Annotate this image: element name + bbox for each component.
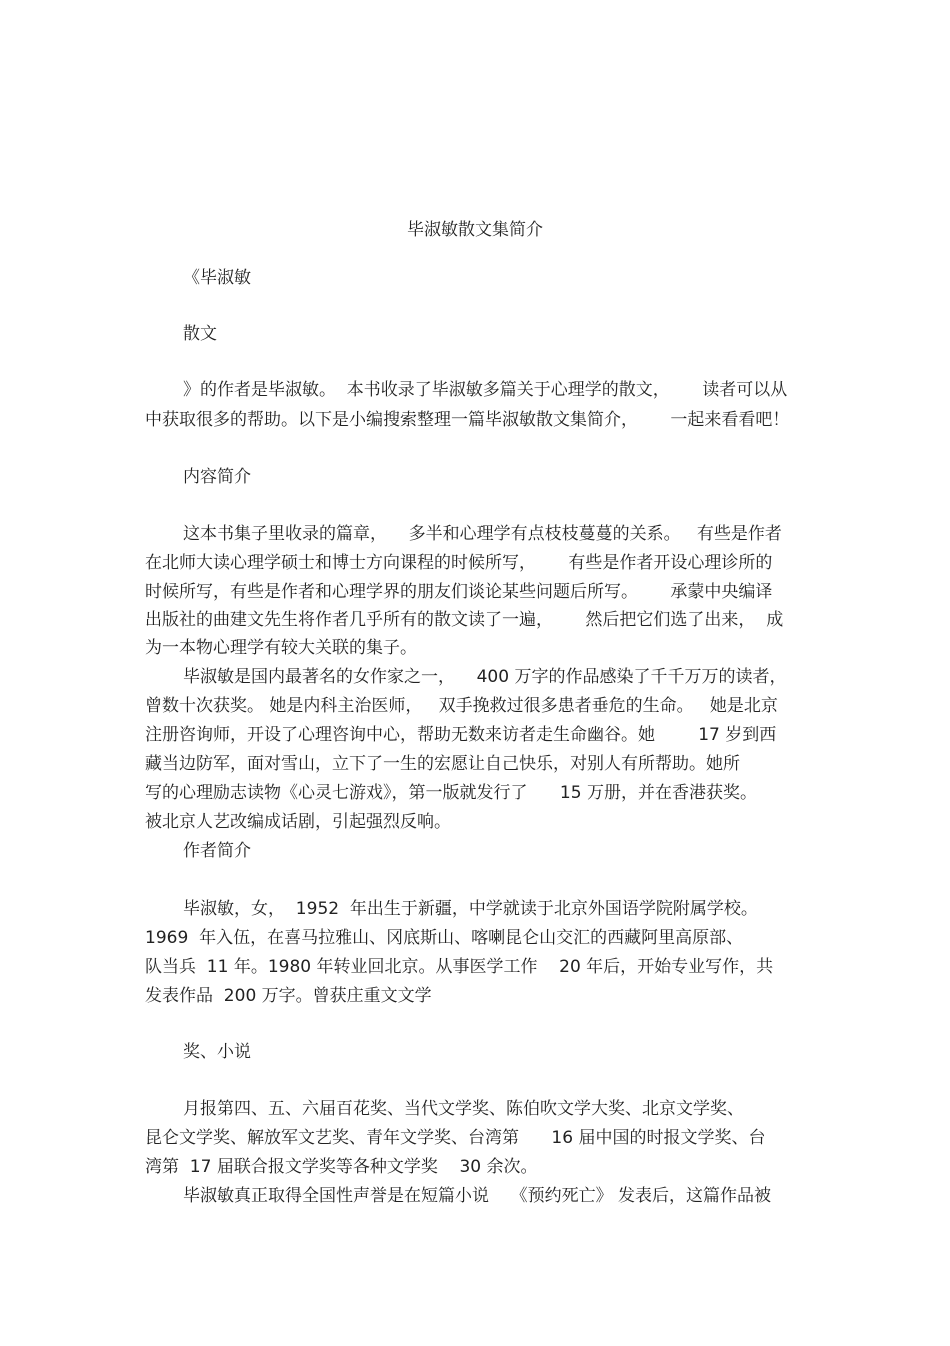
- text-line: 队当兵 11 年。1980 年转业回北京。从事医学工作 20 年后，开始专业写作，共: [145, 957, 774, 977]
- text-line: 被北京人艺改编成话剧，引起强烈反响。: [145, 812, 451, 832]
- text-line: 发表作品 200 万字。曾获庄重文文学: [145, 986, 432, 1006]
- text-line: 在北师大读心理学硕士和博士方向课程的时候所写， 有些是作者开设心理诊所的: [145, 553, 773, 573]
- text-line: 毕淑敏真正取得全国性声誉是在短篇小说 《预约死亡》 发表后，这篇作品被: [183, 1186, 772, 1206]
- text-line: 这本书集子里收录的篇章， 多半和心理学有点枝枝蔓蔓的关系。 有些是作者: [183, 524, 782, 544]
- text-line: 曾数十次获奖。 她是内科主治医师， 双手挽救过很多患者垂危的生命。 她是北京: [145, 696, 778, 716]
- section-heading: 内容简介: [183, 467, 251, 487]
- text-line: 昆仑文学奖、解放军文艺奖、青年文学奖、台湾第 16 届中国的时报文学奖、台: [145, 1128, 766, 1148]
- text-line: 时候所写，有些是作者和心理学界的朋友们谈论某些问题后所写。 承蒙中央编译: [145, 582, 773, 602]
- text-line: 中获取很多的帮助。以下是小编搜索整理一篇毕淑敏散文集简介， 一起来看看吧！: [145, 410, 790, 430]
- text-line: 毕淑敏是国内最著名的女作家之一， 400 万字的作品感染了千千万万的读者，: [183, 667, 787, 687]
- text-line: 散文: [183, 324, 217, 344]
- text-line: 湾第 17 届联合报文学奖等各种文学奖 30 余次。: [145, 1157, 538, 1177]
- text-line: 1969 年入伍，在喜马拉雅山、冈底斯山、喀喇昆仑山交汇的西藏阿里高原部、: [145, 928, 744, 948]
- text-line: 藏当边防军，面对雪山，立下了一生的宏愿让自己快乐，对别人有所帮助。她所: [145, 754, 740, 774]
- text-line: 写的心理励志读物《心灵七游戏》，第一版就发行了 15 万册，并在香港获奖。: [145, 783, 757, 803]
- text-line: 月报第四、五、六届百花奖、当代文学奖、陈伯吹文学大奖、北京文学奖、: [183, 1099, 744, 1119]
- text-line: 为一本物心理学有较大关联的集子。: [145, 638, 417, 658]
- section-heading: 作者简介: [183, 841, 251, 861]
- text-line: 奖、小说: [183, 1042, 251, 1062]
- text-line: 》的作者是毕淑敏。 本书收录了毕淑敏多篇关于心理学的散文， 读者可以从: [183, 380, 788, 400]
- text-line: 出版社的曲建文先生将作者几乎所有的散文读了一遍， 然后把它们选了出来， 成: [145, 610, 784, 630]
- text-line: 注册咨询师，开设了心理咨询中心，帮助无数来访者走生命幽谷。她 17 岁到西: [145, 725, 777, 745]
- text-line: 毕淑敏，女， 1952 年出生于新疆，中学就读于北京外国语学院附属学校。: [183, 899, 758, 919]
- document-title: 毕淑敏散文集简介: [407, 220, 543, 240]
- text-line: 《毕淑敏: [183, 268, 251, 288]
